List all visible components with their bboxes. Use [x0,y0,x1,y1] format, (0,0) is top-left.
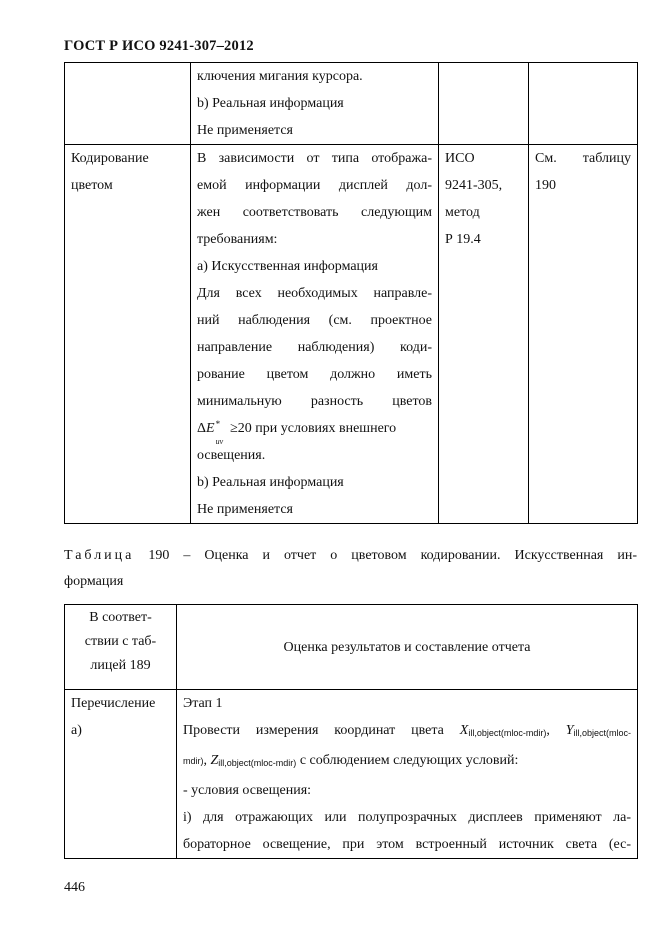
table-cell [529,63,638,145]
cell-line: В зависимости от типа отобража- [197,151,432,166]
table-header-row [65,605,638,690]
cell-line: направление наблюдения) коди- [197,340,432,355]
cell-line: В соответ- [89,610,152,625]
ref-word: См. [535,151,557,166]
formula-subscript: uv [215,437,224,446]
cell-line: Не применяется [197,123,293,138]
table-caption [64,543,637,595]
table-row [65,145,638,524]
formula-variable: E [206,421,215,436]
cell-line: рование цветом должно иметь [197,367,432,382]
cell-line: минимальную разность цветов [197,394,432,409]
cell-line: Для всех необходимых направле- [197,286,432,301]
cell-line: ствии с таб- [84,634,157,649]
enumeration-cell [65,690,177,859]
document-header: ГОСТ Р ИСО 9241-307–2012 [64,38,254,54]
cell-line: ний наблюдения (см. проектное [197,313,432,328]
page-number: 446 [64,880,85,895]
formula-subscript: ill,object(mloc-mdir) [468,728,547,738]
cell-line: Этап 1 [183,696,223,711]
formula-variable: Y [565,723,574,738]
table-cell [65,63,191,145]
caption-label: Таблица [64,548,135,563]
cell-text: Провести измерения координат цвета [183,723,444,738]
caption-line: формация [64,574,124,589]
header-cell [65,605,177,690]
cell-line: бораторное освещение, при этом встроенный источник света (ес- [183,837,631,852]
formula-subscript: ill,object(mloc- [573,728,632,738]
cell-text: с соблюдением следующих условий: [296,753,519,768]
cell-line: Р 19.4 [445,232,481,247]
table-cell [439,63,529,145]
cell-line: 9241-305, [445,178,503,193]
cell-line: жен соответствовать следующим [197,205,432,220]
caption-line [64,543,637,569]
evaluation-table [64,604,638,859]
formula-line [197,415,432,446]
formula-subscript: mdir) [183,756,204,766]
formula-variable: Z [210,753,219,768]
cell-line: емой информации дисплей дол- [197,178,432,193]
cell-line: метод [445,205,480,220]
cell-line: Кодирование [71,151,149,166]
cell-line: требованиям: [197,232,278,247]
header-cell: Оценка результатов и составление отчета [177,605,638,690]
cell-line: Перечисление [71,696,156,711]
cell-line: i) для отражающих или полупрозрачных дисплеев применяют ла- [183,810,631,825]
table-row [65,63,638,145]
cell-line: b) Реальная информация [197,475,344,490]
reference-cell [529,145,638,524]
cell-line: Не применяется [197,502,293,517]
formula-subscript: ill,object(mloc-mdir) [218,758,297,768]
formula-line [183,747,631,777]
cell-line [535,145,631,172]
caption-text: 190 – Оценка и отчет о цветовом кодировании. Искусственная ин- [148,548,637,563]
cell-line: ИСО [445,151,475,166]
table-row [65,690,638,859]
characteristic-cell [65,145,191,524]
method-cell [439,145,529,524]
cell-line: - условия освещения: [183,783,312,798]
cell-line: а) [71,723,82,738]
requirement-cell [191,145,439,524]
evaluation-cell [177,690,638,859]
ref-word: таблицу [582,151,631,166]
table-cell [191,63,439,145]
cell-line: а) Искусственная информация [197,259,378,274]
cell-line: освещения. [197,448,266,463]
cell-line: b) Реальная информация [197,96,344,111]
requirements-table-continuation [64,62,638,524]
formula-superscript: * [215,419,221,429]
formula-variable: X [459,723,469,738]
formula-line [183,717,631,747]
delta-symbol: Δ [197,421,207,436]
cell-line: лицей 189 [90,658,151,673]
separator: , [203,753,207,768]
cell-line: 190 [535,178,556,193]
cell-line: ключения мигания курсора. [197,69,363,84]
formula-text: ≥20 при условиях внешнего [226,421,397,436]
cell-line: цветом [71,178,113,193]
separator: , [546,723,550,738]
